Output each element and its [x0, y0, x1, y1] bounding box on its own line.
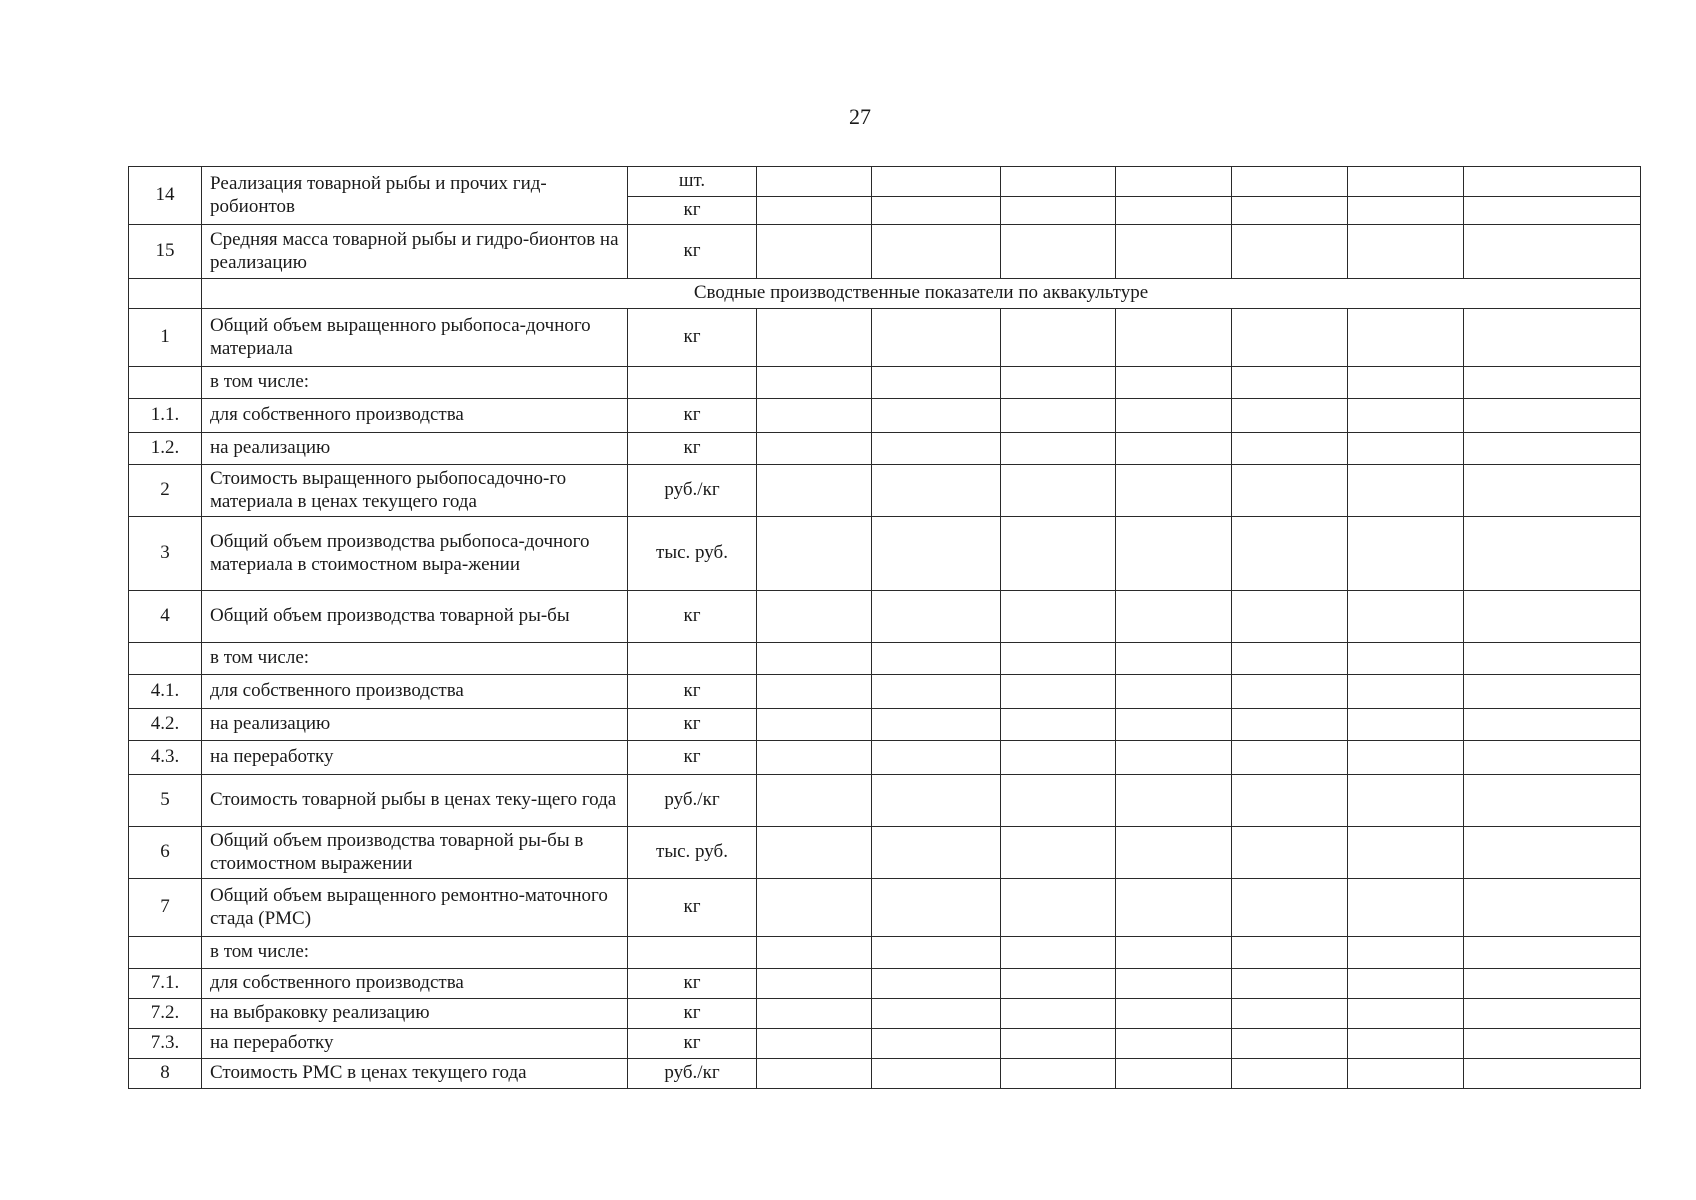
table-row — [129, 937, 1641, 969]
value-cell — [1232, 225, 1348, 279]
unit-cell: руб./кг — [628, 1059, 757, 1089]
unit-cell — [628, 643, 757, 675]
value-cell — [1001, 197, 1116, 225]
indicator-name: на переработку — [202, 1029, 628, 1059]
table-row — [129, 167, 1641, 197]
value-cell — [1464, 167, 1641, 197]
value-cell — [1232, 433, 1348, 465]
value-cell — [1232, 1029, 1348, 1059]
value-cell — [1232, 167, 1348, 197]
value-cell — [1232, 517, 1348, 591]
value-cell — [1001, 399, 1116, 433]
value-cell — [757, 167, 872, 197]
value-cell — [1116, 741, 1232, 775]
unit-cell: кг — [628, 225, 757, 279]
row-number: 7.2. — [129, 999, 202, 1029]
value-cell — [872, 433, 1001, 465]
value-cell — [872, 675, 1001, 709]
value-cell — [1464, 775, 1641, 827]
table-row — [129, 591, 1641, 643]
value-cell — [1464, 969, 1641, 999]
value-cell — [1348, 675, 1464, 709]
row-number — [129, 937, 202, 969]
row-number: 4.1. — [129, 675, 202, 709]
unit-cell: кг — [628, 309, 757, 367]
table-row — [129, 999, 1641, 1029]
table-row — [129, 225, 1641, 279]
value-cell — [1116, 999, 1232, 1029]
value-cell — [1464, 741, 1641, 775]
table-row — [129, 741, 1641, 775]
value-cell — [1001, 879, 1116, 937]
value-cell — [757, 1029, 872, 1059]
value-cell — [1116, 879, 1232, 937]
value-cell — [757, 1059, 872, 1089]
value-cell — [1348, 999, 1464, 1029]
value-cell — [1232, 643, 1348, 675]
value-cell — [1464, 1059, 1641, 1089]
table-row — [129, 465, 1641, 517]
unit-cell: кг — [628, 999, 757, 1029]
value-cell — [1348, 643, 1464, 675]
row-number — [129, 643, 202, 675]
value-cell — [872, 309, 1001, 367]
value-cell — [757, 827, 872, 879]
unit-cell: тыс. руб. — [628, 827, 757, 879]
table-row — [129, 367, 1641, 399]
value-cell — [1232, 591, 1348, 643]
value-cell — [1001, 675, 1116, 709]
value-cell — [757, 197, 872, 225]
value-cell — [1116, 517, 1232, 591]
value-cell — [1116, 433, 1232, 465]
value-cell — [1232, 741, 1348, 775]
value-cell — [1464, 225, 1641, 279]
table-row — [129, 775, 1641, 827]
row-number: 6 — [129, 827, 202, 879]
table-row — [129, 1029, 1641, 1059]
indicator-name: для собственного производства — [202, 675, 628, 709]
value-cell — [1001, 643, 1116, 675]
row-number: 14 — [129, 167, 202, 225]
row-number — [129, 367, 202, 399]
value-cell — [1116, 675, 1232, 709]
value-cell — [757, 309, 872, 367]
value-cell — [872, 225, 1001, 279]
value-cell — [757, 969, 872, 999]
value-cell — [757, 517, 872, 591]
value-cell — [1232, 709, 1348, 741]
value-cell — [1116, 197, 1232, 225]
value-cell — [1001, 775, 1116, 827]
table-row — [129, 969, 1641, 999]
table-row — [129, 879, 1641, 937]
value-cell — [1348, 969, 1464, 999]
indicator-name: на реализацию — [202, 709, 628, 741]
value-cell — [1116, 643, 1232, 675]
indicator-name: Стоимость выращенного рыбопосадочно-го материала в ценах текущего года — [202, 465, 628, 517]
value-cell — [1464, 937, 1641, 969]
row-number: 7.1. — [129, 969, 202, 999]
value-cell — [1232, 937, 1348, 969]
value-cell — [1116, 969, 1232, 999]
row-number: 5 — [129, 775, 202, 827]
value-cell — [1232, 465, 1348, 517]
value-cell — [1348, 937, 1464, 969]
value-cell — [1464, 1029, 1641, 1059]
row-number: 8 — [129, 1059, 202, 1089]
row-number — [129, 279, 202, 309]
value-cell — [1116, 1029, 1232, 1059]
unit-cell: шт. — [628, 167, 757, 197]
value-cell — [757, 399, 872, 433]
value-cell — [1348, 309, 1464, 367]
indicator-name: для собственного производства — [202, 969, 628, 999]
value-cell — [1232, 969, 1348, 999]
value-cell — [1116, 827, 1232, 879]
value-cell — [757, 879, 872, 937]
value-cell — [1348, 465, 1464, 517]
section-row — [129, 279, 1641, 309]
indicator-name: Реализация товарной рыбы и прочих гид-робионтов — [202, 167, 628, 225]
value-cell — [1348, 827, 1464, 879]
row-number: 4 — [129, 591, 202, 643]
value-cell — [1116, 399, 1232, 433]
value-cell — [1001, 167, 1116, 197]
value-cell — [1348, 167, 1464, 197]
table-row — [129, 709, 1641, 741]
value-cell — [1116, 167, 1232, 197]
value-cell — [872, 741, 1001, 775]
value-cell — [872, 879, 1001, 937]
value-cell — [872, 465, 1001, 517]
value-cell — [1001, 367, 1116, 399]
unit-cell: кг — [628, 709, 757, 741]
value-cell — [1001, 1059, 1116, 1089]
indicator-name: Общий объем производства товарной ры-бы в стоимостном выражении — [202, 827, 628, 879]
value-cell — [1116, 775, 1232, 827]
value-cell — [757, 999, 872, 1029]
unit-cell: кг — [628, 399, 757, 433]
table-row — [129, 433, 1641, 465]
value-cell — [872, 197, 1001, 225]
value-cell — [757, 775, 872, 827]
unit-cell — [628, 367, 757, 399]
value-cell — [872, 591, 1001, 643]
value-cell — [757, 643, 872, 675]
value-cell — [1464, 709, 1641, 741]
value-cell — [1116, 591, 1232, 643]
unit-cell — [628, 937, 757, 969]
value-cell — [1464, 197, 1641, 225]
value-cell — [1348, 879, 1464, 937]
table-row — [129, 643, 1641, 675]
value-cell — [872, 399, 1001, 433]
indicator-name: в том числе: — [202, 367, 628, 399]
value-cell — [1116, 465, 1232, 517]
value-cell — [757, 709, 872, 741]
value-cell — [757, 367, 872, 399]
value-cell — [1464, 465, 1641, 517]
value-cell — [1116, 1059, 1232, 1089]
unit-cell: руб./кг — [628, 465, 757, 517]
value-cell — [1001, 309, 1116, 367]
value-cell — [1464, 433, 1641, 465]
value-cell — [1232, 399, 1348, 433]
row-number: 4.3. — [129, 741, 202, 775]
indicator-name: Стоимость РМС в ценах текущего года — [202, 1059, 628, 1089]
value-cell — [757, 591, 872, 643]
unit-cell: кг — [628, 741, 757, 775]
table-row — [129, 675, 1641, 709]
value-cell — [1232, 309, 1348, 367]
value-cell — [1232, 827, 1348, 879]
value-cell — [1001, 937, 1116, 969]
value-cell — [1001, 465, 1116, 517]
row-number: 15 — [129, 225, 202, 279]
value-cell — [1232, 197, 1348, 225]
value-cell — [872, 167, 1001, 197]
page-number: 27 — [849, 104, 871, 129]
indicator-name: Общий объем выращенного ремонтно-маточного стада (РМС) — [202, 879, 628, 937]
value-cell — [757, 741, 872, 775]
value-cell — [1348, 709, 1464, 741]
value-cell — [1232, 775, 1348, 827]
value-cell — [1348, 741, 1464, 775]
value-cell — [1464, 591, 1641, 643]
indicator-name: для собственного производства — [202, 399, 628, 433]
value-cell — [757, 937, 872, 969]
value-cell — [1232, 675, 1348, 709]
value-cell — [872, 1059, 1001, 1089]
value-cell — [1001, 969, 1116, 999]
value-cell — [1348, 517, 1464, 591]
unit-cell: кг — [628, 197, 757, 225]
row-number: 3 — [129, 517, 202, 591]
value-cell — [1232, 999, 1348, 1029]
table-row — [129, 1059, 1641, 1089]
unit-cell: руб./кг — [628, 775, 757, 827]
value-cell — [1116, 225, 1232, 279]
value-cell — [872, 643, 1001, 675]
row-number: 2 — [129, 465, 202, 517]
value-cell — [757, 465, 872, 517]
row-number: 1 — [129, 309, 202, 367]
unit-cell: кг — [628, 1029, 757, 1059]
value-cell — [1001, 827, 1116, 879]
value-cell — [1001, 517, 1116, 591]
value-cell — [1348, 591, 1464, 643]
unit-cell: кг — [628, 433, 757, 465]
value-cell — [1464, 999, 1641, 1029]
section-title: Сводные производственные показатели по аквакультуре — [202, 279, 1641, 309]
value-cell — [1116, 309, 1232, 367]
indicator-name: Общий объем производства товарной ры-бы — [202, 591, 628, 643]
value-cell — [872, 1029, 1001, 1059]
indicator-name: на переработку — [202, 741, 628, 775]
value-cell — [1464, 879, 1641, 937]
value-cell — [1348, 225, 1464, 279]
value-cell — [757, 225, 872, 279]
value-cell — [872, 999, 1001, 1029]
indicators-table — [128, 166, 1641, 1089]
value-cell — [1348, 1029, 1464, 1059]
table-row — [129, 517, 1641, 591]
value-cell — [872, 969, 1001, 999]
value-cell — [1001, 433, 1116, 465]
value-cell — [872, 517, 1001, 591]
row-number: 7.3. — [129, 1029, 202, 1059]
value-cell — [1116, 709, 1232, 741]
value-cell — [1348, 197, 1464, 225]
value-cell — [1464, 517, 1641, 591]
value-cell — [1001, 1029, 1116, 1059]
unit-cell: кг — [628, 675, 757, 709]
value-cell — [1464, 399, 1641, 433]
table-row — [129, 827, 1641, 879]
value-cell — [872, 775, 1001, 827]
indicator-name: Общий объем производства рыбопоса-дочного материала в стоимостном выра-жении — [202, 517, 628, 591]
indicator-name: в том числе: — [202, 937, 628, 969]
row-number: 7 — [129, 879, 202, 937]
value-cell — [757, 675, 872, 709]
value-cell — [1116, 367, 1232, 399]
value-cell — [1348, 1059, 1464, 1089]
indicator-name: на выбраковку реализацию — [202, 999, 628, 1029]
table-row — [129, 399, 1641, 433]
unit-cell: кг — [628, 969, 757, 999]
indicator-name: на реализацию — [202, 433, 628, 465]
indicator-name: Общий объем выращенного рыбопоса-дочного материала — [202, 309, 628, 367]
row-number: 1.2. — [129, 433, 202, 465]
value-cell — [1232, 879, 1348, 937]
value-cell — [1348, 399, 1464, 433]
value-cell — [872, 827, 1001, 879]
unit-cell: кг — [628, 591, 757, 643]
value-cell — [1001, 225, 1116, 279]
row-number: 1.1. — [129, 399, 202, 433]
value-cell — [1464, 643, 1641, 675]
value-cell — [1464, 309, 1641, 367]
value-cell — [1116, 937, 1232, 969]
value-cell — [1348, 367, 1464, 399]
value-cell — [757, 433, 872, 465]
value-cell — [1001, 709, 1116, 741]
indicator-name: Средняя масса товарной рыбы и гидро-бионтов на реализацию — [202, 225, 628, 279]
value-cell — [1348, 775, 1464, 827]
table-row — [129, 309, 1641, 367]
value-cell — [1464, 367, 1641, 399]
indicator-name: Стоимость товарной рыбы в ценах теку-щего года — [202, 775, 628, 827]
indicator-name: в том числе: — [202, 643, 628, 675]
table-body — [129, 167, 1641, 1089]
value-cell — [872, 937, 1001, 969]
value-cell — [1348, 433, 1464, 465]
value-cell — [1464, 675, 1641, 709]
value-cell — [1001, 591, 1116, 643]
value-cell — [1001, 741, 1116, 775]
value-cell — [872, 367, 1001, 399]
row-number: 4.2. — [129, 709, 202, 741]
unit-cell: кг — [628, 879, 757, 937]
value-cell — [1232, 1059, 1348, 1089]
value-cell — [872, 709, 1001, 741]
value-cell — [1464, 827, 1641, 879]
value-cell — [1232, 367, 1348, 399]
unit-cell: тыс. руб. — [628, 517, 757, 591]
value-cell — [1001, 999, 1116, 1029]
